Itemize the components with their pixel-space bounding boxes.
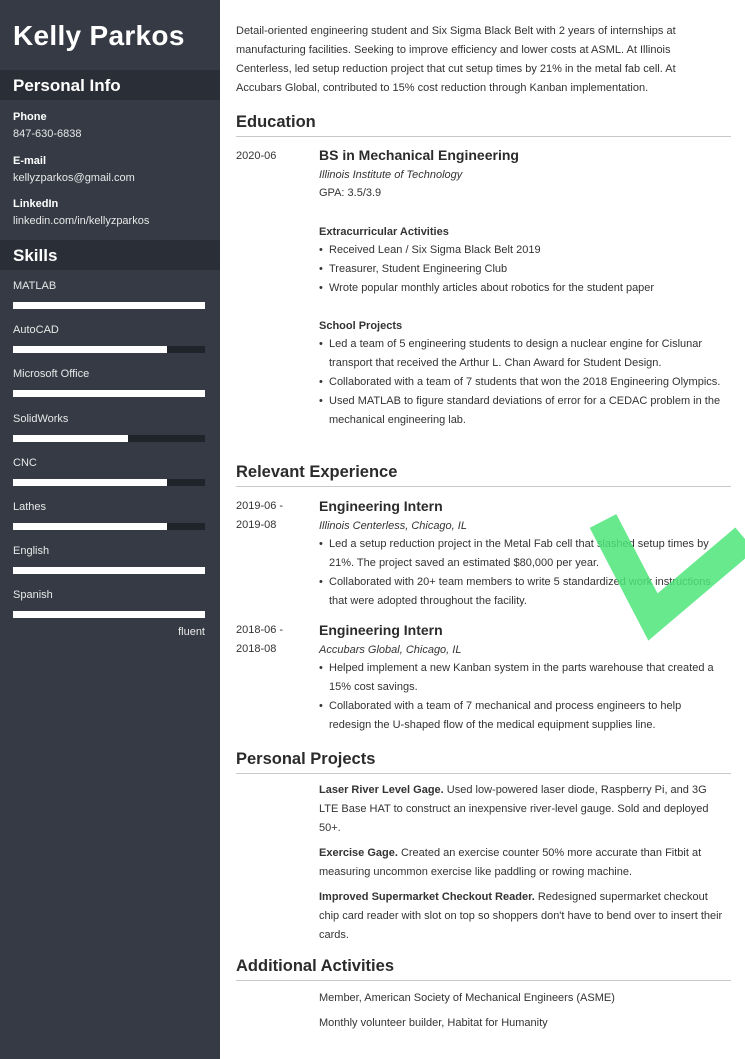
job-date-end: 2018-08 (236, 643, 277, 655)
skill-item (13, 368, 205, 412)
experience-heading: Relevant Experience (236, 463, 731, 487)
skill-level-fill (13, 435, 128, 442)
skill-bar (13, 523, 205, 530)
skill-bar (13, 435, 205, 442)
skill-level-fill (13, 611, 205, 618)
school-projects-heading: School Projects (319, 320, 403, 332)
skill-name: Microsoft Office (13, 368, 90, 381)
project-item (319, 781, 725, 838)
candidate-name: Kelly Parkos (13, 20, 185, 51)
skill-level-fill (13, 523, 167, 530)
extracurricular-section (319, 226, 725, 298)
skill-item (13, 324, 205, 368)
skill-level-fill (13, 346, 167, 353)
skills-heading: Skills (0, 240, 220, 270)
extracurricular-list (319, 241, 725, 298)
skill-item (13, 545, 205, 589)
skill-name: MATLAB (13, 280, 57, 292)
skill-item (13, 457, 205, 501)
list-item: • Helped implement a new Kanban system in the parts warehouse that created a 15% cost savings. (319, 659, 725, 697)
sidebar (0, 0, 220, 1059)
education-date: 2020-06 (236, 150, 277, 162)
activities-list (319, 989, 725, 1033)
activity-item: Monthly volunteer builder, Habitat for Humanity (319, 1017, 548, 1029)
list-item: • Treasurer, Student Engineering Club (319, 260, 725, 279)
project-description: Redesigned supermarket checkout chip card reader with slot on top so shoppers don't have to bend over to insert their cards. (319, 891, 723, 941)
linkedin-label: LinkedIn (13, 198, 59, 210)
skill-bar (13, 567, 205, 574)
list-item: • Collaborated with 20+ team members to write 5 standardized work instructions that were adopted throughout the facility. (319, 573, 725, 611)
extracurricular-heading: Extracurricular Activities (319, 226, 449, 238)
skill-name: SolidWorks (13, 412, 69, 425)
linkedin-value: linkedin.com/in/kellyzparkos (13, 215, 150, 227)
job-bullets (319, 535, 725, 611)
summary-paragraph: Detail-oriented engineering student and Six Sigma Black Belt with 2 years of internships at manufacturing facilities. Seeking to improve efficiency and lower costs at ASML. At Illinois Centerless, led setup reduction project that cut setup times by 21% in the metal fab cell. At Accubars Global, contributed to 15% cost reduction through Kanban implementation. (236, 25, 676, 94)
project-item (319, 888, 725, 945)
phone-value: 847-630-6838 (13, 128, 82, 140)
personal-projects-heading: Personal Projects (236, 750, 731, 774)
skill-level-fill (13, 567, 205, 574)
education-entry (319, 147, 725, 199)
project-title: Laser River Level Gage. (319, 784, 444, 796)
email-block (13, 155, 135, 184)
job-title: Engineering Intern (319, 498, 443, 514)
email-label: E-mail (13, 155, 47, 167)
project-title: Improved Supermarket Checkout Reader. (319, 891, 535, 903)
list-item: • Led a setup reduction project in the Metal Fab cell that slashed setup times by 21%. The project saved an estimated $80,000 per year. (319, 535, 725, 573)
project-title: Exercise Gage. (319, 847, 398, 859)
phone-block (13, 111, 82, 140)
phone-label: Phone (13, 111, 47, 123)
linkedin-block (13, 198, 149, 227)
email-value: kellyzparkos@gmail.com (13, 172, 135, 184)
job-company: Illinois Centerless, Chicago, IL (319, 520, 467, 532)
skill-name: Spanish (13, 589, 53, 602)
project-description: Used low-powered laser diode, Raspberry Pi, and 3G LTE Base HAT to construct an inexpensive river-level gauge. Sold and deployed 50+. (319, 784, 709, 834)
education-heading: Education (236, 113, 731, 137)
skill-bar (13, 479, 205, 486)
skill-level-fill (13, 479, 167, 486)
skill-level-fill (13, 302, 205, 309)
job-date-start: 2018-06 - (236, 624, 284, 636)
job-date-start: 2019-06 - (236, 500, 284, 512)
job-company: Accubars Global, Chicago, IL (319, 644, 462, 656)
skill-name: English (13, 545, 50, 558)
project-item (319, 844, 725, 882)
job-dates (236, 621, 306, 659)
gpa: GPA: 3.5/3.9 (319, 187, 382, 199)
skill-item (13, 280, 205, 324)
project-description: Created an exercise counter 50% more accurate than Fitbit at measuring uncommon exercise like paddling or rowing machine. (319, 847, 702, 878)
skill-item (13, 501, 205, 545)
skill-item (13, 413, 205, 457)
list-item: • Wrote popular monthly articles about robotics for the student paper (319, 279, 725, 298)
additional-activities-heading: Additional Activities (236, 957, 731, 981)
spanish-level-note: fluent (178, 626, 205, 638)
job-dates (236, 497, 306, 535)
job-bullets (319, 659, 725, 735)
skills-list (13, 280, 205, 634)
list-item: • Used MATLAB to figure standard deviations of error for a CEDAC problem in the mechanical engineering lab. (319, 392, 725, 430)
personal-info-heading: Personal Info (0, 70, 220, 100)
school-projects-section (319, 320, 725, 430)
list-item: • Led a team of 5 engineering students to design a nuclear engine for Cislunar transport that received the Arthur L. Chan Award for Student Design. (319, 335, 725, 373)
skill-bar (13, 302, 205, 309)
job-entry (319, 498, 725, 611)
skill-bar (13, 611, 205, 618)
list-item: • Collaborated with a team of 7 mechanical and process engineers to help redesign the U-shaped flow of the medical equipment supplies line. (319, 697, 725, 735)
list-item: • Collaborated with a team of 7 students that won the 2018 Engineering Olympics. (319, 373, 725, 392)
degree-title: BS in Mechanical Engineering (319, 147, 519, 163)
skill-bar (13, 390, 205, 397)
skill-name: CNC (13, 456, 37, 469)
school-name: Illinois Institute of Technology (319, 169, 463, 181)
skill-name: Lathes (13, 500, 47, 513)
job-entry (319, 622, 725, 735)
skill-bar (13, 346, 205, 353)
skill-name: AutoCAD (13, 324, 59, 337)
school-projects-list (319, 335, 725, 430)
skill-level-fill (13, 390, 205, 397)
job-date-end: 2019-08 (236, 519, 277, 531)
activity-item: Member, American Society of Mechanical Engineers (ASME) (319, 992, 615, 1004)
list-item: • Received Lean / Six Sigma Black Belt 2019 (319, 241, 725, 260)
job-title: Engineering Intern (319, 622, 443, 638)
personal-projects-list (319, 781, 725, 951)
